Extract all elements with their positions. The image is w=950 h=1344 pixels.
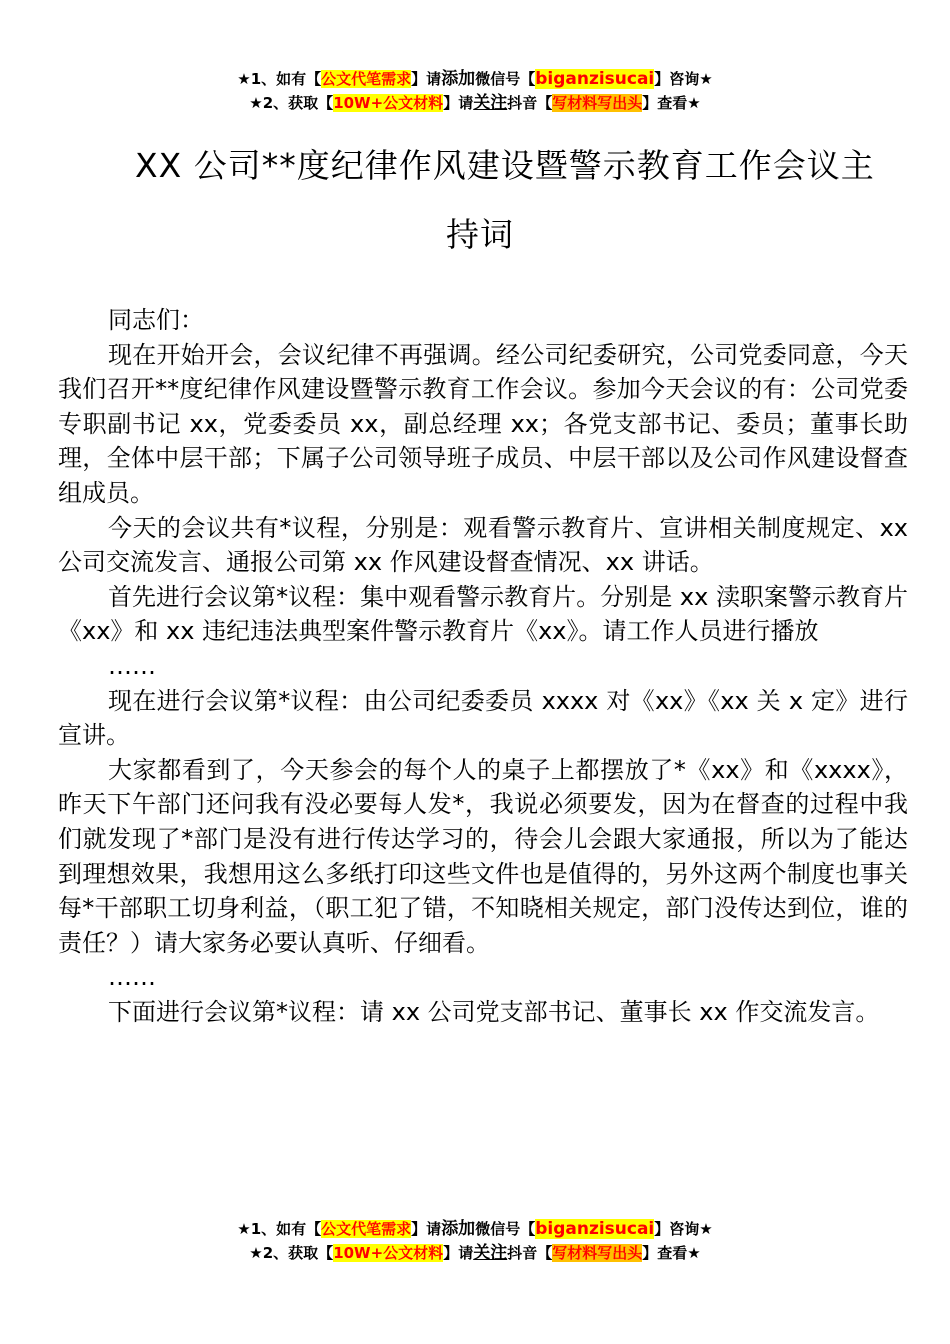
highlight-materials: 10W+公文材料: [333, 94, 444, 112]
banner-text: 抖音【: [507, 1244, 553, 1262]
banner-text: 关注: [473, 1243, 508, 1263]
banner-text: ★2、获取【: [249, 94, 334, 112]
banner-text: ★1、如有【: [237, 1220, 322, 1238]
banner-text: 】请: [443, 1244, 474, 1262]
paragraph: 现在进行会议第*议程：由公司纪委委员 xxxx 对《xx》《xx 关 x 定》进行宣讲。: [58, 686, 908, 750]
document-title-line-2: 持词: [446, 215, 514, 254]
paragraph: 首先进行会议第*议程：集中观看警示教育片。分别是 xx 渎职案警示教育片《xx》和 xx 违纪违法典型案件警示教育片《xx》。请工作人员进行播放: [58, 582, 908, 646]
banner-text: 】请: [411, 70, 442, 88]
banner-text: 】咨询★: [654, 1220, 713, 1238]
highlight-service: 公文代笔需求: [321, 70, 412, 88]
banner-line-1: [0, 1217, 950, 1241]
banner-text: 抖音【: [507, 94, 553, 112]
banner-text: 微信号【: [475, 1220, 536, 1238]
banner-text: 添加: [441, 69, 476, 89]
highlight-wechat-id: biganzisucai: [535, 69, 655, 89]
footer-banner: [0, 1217, 950, 1265]
banner-text: 微信号【: [475, 70, 536, 88]
banner-text: ★2、获取【: [249, 1244, 334, 1262]
banner-line-1: [0, 67, 950, 91]
highlight-materials: 10W+公文材料: [333, 1244, 444, 1262]
paragraph: 下面进行会议第*议程：请 xx 公司党支部书记、董事长 xx 作交流发言。: [108, 997, 880, 1026]
highlight-wechat-id: biganzisucai: [535, 1219, 655, 1239]
document-title-line-1: XX 公司**度纪律作风建设暨警示教育工作会议主: [135, 146, 875, 185]
banner-text: 】咨询★: [654, 70, 713, 88]
banner-text: 关注: [473, 93, 508, 113]
banner-text: ★1、如有【: [237, 70, 322, 88]
paragraph: 同志们：: [108, 306, 204, 334]
highlight-service: 公文代笔需求: [321, 1220, 412, 1238]
banner-text: 添加: [441, 1219, 476, 1239]
banner-text: 】请: [411, 1220, 442, 1238]
highlight-douyin: 写材料写出头: [552, 1244, 643, 1262]
banner-line-2: [0, 1241, 950, 1265]
ellipsis: ……: [108, 963, 156, 992]
paragraph: 大家都看到了，今天参会的每个人的桌子上都摆放了*《xx》和《xxxx》，昨天下午部门还问我有没必要每人发*，我说必须要发，因为在督查的过程中我们就发现了*部门是没有进行传达学习的，待会儿会跟大家通报，所以为了能达到理想效果，我想用这么多纸打印这些文件也是值得的，另外这两个制度也事关每*干部职工切身利益，（职工犯了错，不知晓相关规定，部门没传达到位，谁的责任？）请大家务必要认真听、仔细看。: [58, 755, 908, 957]
document-body: [58, 303, 908, 1029]
header-banner: [0, 67, 950, 115]
banner-text: 】请: [443, 94, 474, 112]
paragraph: 现在开始开会，会议纪律不再强调。经公司纪委研究，公司党委同意，今天我们召开**度纪律作风建设暨警示教育工作会议。参加今天会议的有：公司党委专职副书记 xx，党委委员 xx，副总经理 xx；各党支部书记、委员；董事长助理，全体中层干部；下属子公司领导班子成员、中层干部以及公司作风建设督查组成员。: [58, 340, 908, 507]
banner-text: 】查看★: [642, 94, 701, 112]
banner-line-2: [0, 91, 950, 115]
ellipsis: ……: [108, 651, 156, 680]
banner-text: 】查看★: [642, 1244, 701, 1262]
paragraph: 今天的会议共有*议程，分别是：观看警示教育片、宣讲相关制度规定、xx 公司交流发言、通报公司第 xx 作风建设督查情况、xx 讲话。: [58, 513, 908, 577]
highlight-douyin: 写材料写出头: [552, 94, 643, 112]
